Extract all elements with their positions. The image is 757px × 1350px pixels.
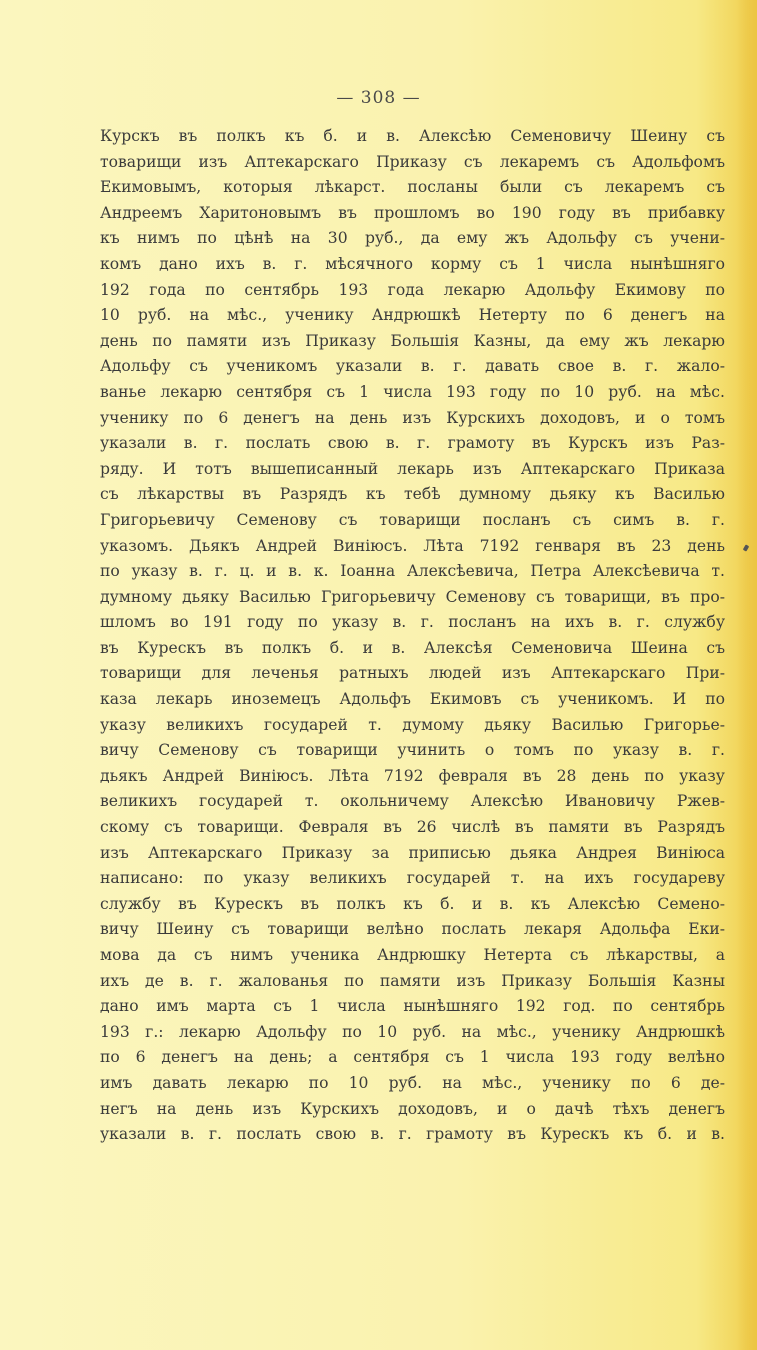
text-line: великихъ государей т. окольничему Алексѣю Ивановичу Ржев- [100,792,725,811]
page-edge-shading [737,0,757,1350]
text-line: написано: по указу великихъ государей т. на ихъ государеву [100,869,725,888]
text-line: указу великихъ государей т. думому дьяку Василью Григорье- [100,715,725,734]
text-line: Екимовымъ, которыя лѣкарст. посланы были съ лекаремъ съ [100,178,725,197]
text-line: товарищи для леченья ратныхъ людей изъ Аптекарскаго При- [100,664,725,683]
text-line: дано имъ марта съ 1 числа нынѣшняго 192 год. по сентябрь [100,997,725,1016]
text-line: ряду. И тотъ вышеписанный лекарь изъ Аптекарскаго Приказа [100,459,725,478]
text-line: указали в. г. послать свою в. г. грамоту въ Курескъ къ б. и в. [100,1125,725,1144]
text-line: 193 г.: лекарю Адольфу по 10 руб. на мѣс., ученику Андрюшкѣ [100,1022,725,1041]
text-line: ванье лекарю сентября съ 1 числа 193 году по 10 руб. на мѣс. [100,382,725,401]
text-line: указали в. г. послать свою в. г. грамоту въ Курскъ изъ Раз- [100,434,725,453]
text-line: службу въ Курескъ въ полкъ къ б. и в. къ Алексѣю Семено- [100,894,725,913]
body-text [100,124,725,1148]
text-line: ученику по 6 денегъ на день изъ Курскихъ доходовъ, и о томъ [100,408,725,427]
text-line: Григорьевичу Семенову съ товарищи посланъ съ симъ в. г. [100,510,725,529]
text-line: изъ Аптекарскаго Приказу за приписью дьяка Андрея Виніюса [100,843,725,862]
text-line: въ Курескъ въ полкъ б. и в. Алексѣя Семеновича Шеина съ [100,638,725,657]
text-line: вичу Шеину съ товарищи велѣно послать лекаря Адольфа Еки- [100,920,725,939]
text-line: дьякъ Андрей Виніюсъ. Лѣта 7192 февраля въ 28 день по указу [100,766,725,785]
text-line: 10 руб. на мѣс., ученику Андрюшкѣ Нетерту по 6 денегъ на [100,306,725,325]
text-line: товарищи изъ Аптекарскаго Приказу съ лекаремъ съ Адольфомъ [100,152,725,171]
text-line: имъ давать лекарю по 10 руб. на мѣс., ученику по 6 де- [100,1073,725,1092]
text-line: комъ дано ихъ в. г. мѣсячного корму съ 1 числа нынѣшняго [100,254,725,273]
text-line: по указу в. г. ц. и в. к. Іоанна Алексѣевича, Петра Алексѣевича т. [100,562,725,581]
text-line: Андреемъ Харитоновымъ въ прошломъ во 190 году въ прибавку [100,203,725,222]
text-line: шломъ во 191 году по указу в. г. посланъ на ихъ в. г. службу [100,613,725,632]
text-line: негъ на день изъ Курскихъ доходовъ, и о дачѣ тѣхъ денегъ [100,1099,725,1118]
text-line: думному дьяку Василью Григорьевичу Семенову съ товарищи, въ про- [100,587,725,606]
text-line: каза лекарь иноземецъ Адольфъ Екимовъ съ ученикомъ. И по [100,690,725,709]
text-line: къ нимъ по цѣнѣ на 30 руб., да ему жъ Адольфу съ учени- [100,229,725,248]
page-number: — 308 — [336,88,421,108]
text-line: скому съ товарищи. Февраля въ 26 числѣ въ памяти въ Разрядъ [100,818,725,837]
text-line: по 6 денегъ на день; а сентября съ 1 числа 193 году велѣно [100,1048,725,1067]
text-line: ихъ де в. г. жалованья по памяти изъ Приказу Большія Казны [100,971,725,990]
text-line: Курскъ въ полкъ къ б. и в. Алексѣю Семеновичу Шеину съ [100,127,725,145]
text-line: указомъ. Дьякъ Андрей Виніюсъ. Лѣта 7192 генваря въ 23 день [100,536,725,555]
text-line: вичу Семенову съ товарищи учинить о томъ по указу в. г. [100,741,725,760]
text-line: съ лѣкарствы въ Разрядъ къ тебѣ думному дьяку къ Василью [100,485,725,504]
text-line: день по памяти изъ Приказу Большія Казны, да ему жъ лекарю [100,331,725,350]
text-line: Адольфу съ ученикомъ указали в. г. давать свое в. г. жало- [100,357,725,376]
text-line: 192 года по сентябрь 193 года лекарю Адольфу Екимову по [100,280,725,299]
text-line: мова да съ нимъ ученика Андрюшку Нетерта съ лѣкарствы, а [100,946,725,964]
